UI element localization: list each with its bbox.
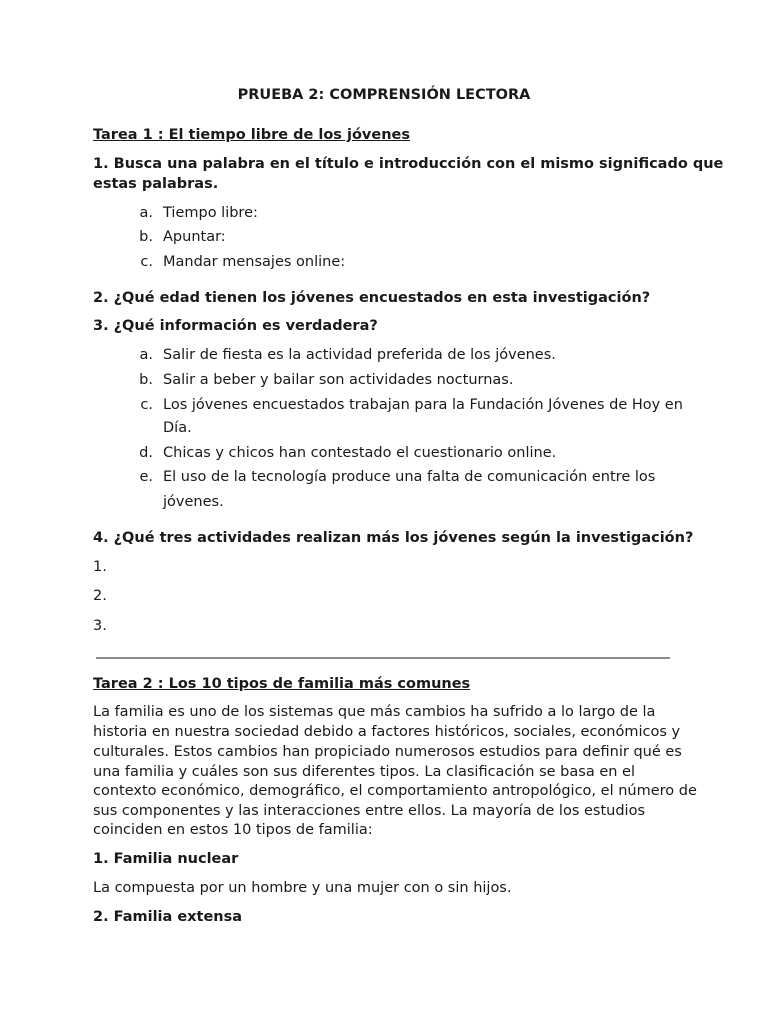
answer-line: 2. bbox=[93, 588, 107, 604]
option-marker: d. bbox=[139, 445, 153, 461]
option-text-continued: Día. bbox=[163, 420, 192, 436]
family-type-heading: 1. Familia nuclear bbox=[93, 851, 239, 867]
option-text: El uso de la tecnología produce una falta de comunicación entre los bbox=[163, 469, 656, 485]
answer-line: 1. bbox=[93, 559, 107, 575]
option-text-continued: jóvenes. bbox=[163, 494, 224, 510]
family-type-description: La compuesta por un hombre y una mujer con o sin hijos. bbox=[93, 880, 512, 896]
paragraph-line: contexto económico, demográfico, el comportamiento antropológico, el número de bbox=[93, 783, 697, 799]
paragraph-line: sus componentes y las interacciones entre ellos. La mayoría de los estudios bbox=[93, 803, 645, 819]
paragraph-line: coinciden en estos 10 tipos de familia: bbox=[93, 822, 373, 838]
question-1-line2: estas palabras. bbox=[93, 176, 219, 192]
question-1-line1: 1. Busca una palabra en el título e introducción con el mismo significado que bbox=[93, 156, 724, 172]
option-text: Mandar mensajes online: bbox=[163, 254, 346, 270]
option-marker: c. bbox=[140, 254, 153, 270]
question-4: 4. ¿Qué tres actividades realizan más los jóvenes según la investigación? bbox=[93, 530, 694, 546]
option-marker: b. bbox=[139, 372, 153, 388]
task2-heading: Tarea 2 : Los 10 tipos de familia más comunes bbox=[93, 676, 471, 692]
page-title: PRUEBA 2: COMPRENSIÓN LECTORA bbox=[237, 87, 531, 103]
paragraph-line: una familia y cuáles son sus diferentes tipos. La clasificación se basa en el bbox=[93, 764, 635, 780]
option-marker: a. bbox=[139, 205, 153, 221]
family-type-heading: 2. Familia extensa bbox=[93, 909, 243, 925]
section-divider bbox=[96, 657, 670, 659]
task1-heading: Tarea 1 : El tiempo libre de los jóvenes bbox=[93, 127, 410, 143]
paragraph-line: historia en nuestra sociedad debido a factores históricos, sociales, económicos y bbox=[93, 724, 681, 740]
question-2: 2. ¿Qué edad tienen los jóvenes encuestados en esta investigación? bbox=[93, 290, 651, 306]
option-marker: b. bbox=[139, 229, 153, 245]
paragraph-line: culturales. Estos cambios han propiciado numerosos estudios para definir qué es bbox=[93, 744, 682, 760]
option-text: Salir a beber y bailar son actividades nocturnas. bbox=[163, 372, 514, 388]
paragraph-line: La familia es uno de los sistemas que más cambios ha sufrido a lo largo de la bbox=[93, 704, 656, 720]
option-text: Apuntar: bbox=[163, 229, 226, 245]
option-text: Los jóvenes encuestados trabajan para la Fundación Jóvenes de Hoy en bbox=[163, 397, 683, 413]
option-marker: a. bbox=[139, 347, 153, 363]
question-3: 3. ¿Qué información es verdadera? bbox=[93, 318, 378, 334]
option-marker: c. bbox=[140, 397, 153, 413]
option-text: Salir de fiesta es la actividad preferida de los jóvenes. bbox=[163, 347, 556, 363]
option-marker: e. bbox=[139, 469, 153, 485]
option-text: Chicas y chicos han contestado el cuestionario online. bbox=[163, 445, 557, 461]
option-text: Tiempo libre: bbox=[163, 205, 258, 221]
answer-line: 3. bbox=[93, 618, 107, 634]
